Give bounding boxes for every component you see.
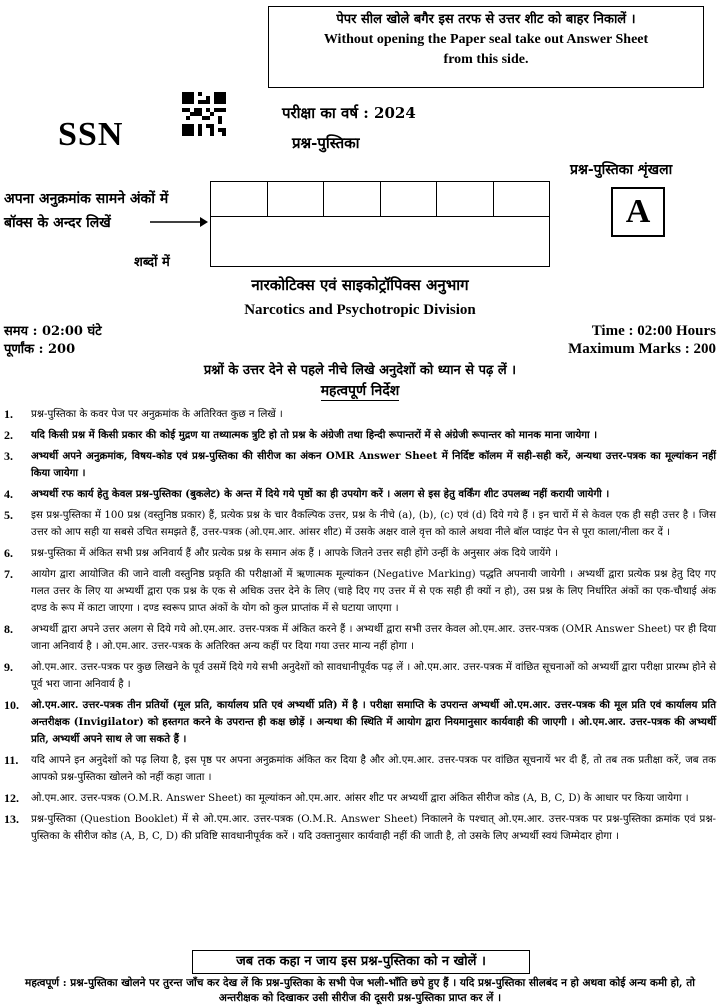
instruction-item [4, 697, 716, 748]
time-marks-hindi [4, 323, 102, 358]
important-footer-note: महत्वपूर्ण : प्रश्न-पुस्तिका खोलने पर तुरन्त जाँच कर देख लें कि प्रश्न-पुस्तिका के सभी पेज भली-भाँति छपे हुए हैं । यदि प्रश्न-पुस्तिका सीलबंद न हो अथवा कोई अन्य कमी हो, तो अन्तरीक्षक को दिखाकर उसी सीरीज की दूसरी प्रश्न-पुस्तिका प्राप्त कर लें । [25, 977, 695, 1004]
instruction-text: अभ्यर्थी रफ कार्य हेतु केवल प्रश्न-पुस्तिका (बुकलेट) के अन्त में दिये गये पृष्ठों का ही उपयोग करें । अलग से इस हेतु वर्किंग शीट उपलब्ध नहीं करायी जायेगी । [31, 488, 610, 500]
instruction-item [4, 448, 716, 482]
roll-digit-box[interactable] [324, 182, 381, 216]
series-label: प्रश्न-पुस्तिका शृंखला [570, 162, 673, 178]
roll-digit-box[interactable] [381, 182, 438, 216]
instruction-number: 10. [4, 698, 19, 712]
instruction-number: 7. [4, 567, 13, 581]
instruction-number: 5. [4, 508, 13, 522]
instruction-item [4, 406, 716, 423]
instruction-text: यदि किसी प्रश्न में किसी प्रकार की कोई मुद्रण या तथ्यात्मक त्रुटि हो तो प्रश्न के अंग्रेजी तथा हिन्दी रूपान्तरों में से अंग्रेजी रूपान्तर को मानक माना जायेगा । [31, 429, 598, 441]
instruction-number: 6. [4, 546, 13, 560]
instruction-number: 1. [4, 407, 13, 421]
series-box: A [611, 187, 665, 237]
instruction-item [4, 811, 716, 845]
marks-english: Maximum Marks : 200 [568, 341, 716, 357]
instruction-text: प्रश्न-पुस्तिका में अंकित सभी प्रश्न अनिवार्य हैं और प्रत्येक प्रश्न के समान अंक हैं । आपके जितने उत्तर सही होंगे उन्हीं के अनुसार अंक दिये जायेंगे । [31, 548, 558, 559]
instruction-text: अभ्यर्थी द्वारा अपने उत्तर अलग से दिये गये ओ.एम.आर. उत्तर-पत्रक में अंकित करने हैं । अभ्यर्थी द्वारा सभी उत्तर केवल ओ.एम.आर. उत्तर-पत्रक (OMR Answer Sheet) पर ही दिया जाना अनिवार्य है । ओ.एम.आर. उत्तर-पत्रक के अतिरिक्त अन्य कहीं पर दिया गया उत्तर मान्य नहीं होगा । [31, 624, 716, 652]
arrow-right-icon [150, 215, 208, 229]
read-instructions-note: प्रश्नों के उत्तर देने से पहले नीचे लिखे अनुदेशों को ध्यान से पढ़ लें । [203, 363, 517, 378]
important-instructions-heading [0, 381, 720, 400]
roll-digit-box[interactable] [494, 182, 550, 216]
instruction-number: 12. [4, 791, 19, 805]
instruction-text: अभ्यर्थी अपने अनुक्रमांक, विषय-कोड एवं प्रश्न-पुस्तिका की सीरीज का अंकन OMR Answer Sheet में निर्दिष्ट कॉलम में सही-सही करें, अन्यथा उत्तर-पत्रक का मूल्यांकन नहीं किया जायेगा । [31, 450, 716, 479]
instruction-item [4, 621, 716, 655]
do-not-open-notice: जब तक कहा न जाय इस प्रश्न-पुस्तिका को न खोलें । [192, 950, 530, 974]
instruction-item [4, 752, 716, 786]
instruction-item [4, 659, 716, 693]
paper-code: SSN [58, 116, 124, 153]
instruction-item [4, 790, 716, 807]
seal-instruction-english-1: Without opening the Paper seal take out Answer Sheet [323, 31, 649, 47]
roll-number-digit-boxes[interactable] [210, 181, 550, 217]
instruction-item [4, 507, 716, 541]
roll-digit-box[interactable] [437, 182, 494, 216]
instruction-item [4, 545, 716, 562]
time-hindi: समय : 02:00 घंटे [4, 324, 102, 339]
roll-digit-box[interactable] [268, 182, 325, 216]
seal-instruction-hindi: पेपर सील खोले बगैर इस तरफ से उत्तर शीट को बाहर निकालें । [336, 12, 636, 27]
division-hindi: नारकोटिक्स एवं साइकोट्रॉपिक्स अनुभाग [251, 276, 469, 294]
instruction-text: आयोग द्वारा आयोजित की जाने वाली वस्तुनिष्ठ प्रकृति की परीक्षाओं में ऋणात्मक मूल्यांकन (Negative Marking) पद्धति अपनायी जायेगी । अभ्यर्थी द्वारा प्रत्येक प्रश्न हेतु दिए गए गलत उत्तर के लिए या अभ्यर्थी द्वारा एक प्रश्न के एक से अधिक उत्तर देने के लिए (चाहे दिए गए उत्तर में से एक सही ही क्यों न हो), उस प्रश्न के लिए निर्धारित अंकों का एक-चौथाई अंक दण्ड के रूप में काटा जाएगा । दण्ड स्वरूप प्राप्त अंकों के योग को कुल प्राप्तांक में से घटाया जाएगा । [31, 569, 716, 614]
instruction-number: 11. [4, 753, 19, 767]
instruction-text: प्रश्न-पुस्तिका के कवर पेज पर अनुक्रमांक के अतिरिक्त कुछ न लिखें । [31, 409, 283, 420]
instruction-number: 8. [4, 622, 13, 636]
instruction-number: 2. [4, 428, 13, 442]
instruction-number: 3. [4, 449, 13, 463]
instruction-text: ओ.एम.आर. उत्तर-पत्रक पर कुछ लिखने के पूर्व उसमें दिये गये सभी अनुदेशों को सावधानीपूर्वक पढ़ लें । ओ.एम.आर. उत्तर-पत्रक में वांछित सूचनाओं को अभ्यर्थी द्वारा परीक्षा प्रारम्भ होने से पूर्व भरा जाना अनिवार्य है । [31, 662, 716, 690]
instruction-item [4, 486, 716, 503]
roll-words-label: शब्दों में [134, 255, 170, 270]
instruction-item [4, 427, 716, 444]
roll-label-line-2: बॉक्स के अन्दर लिखें [4, 214, 111, 231]
exam-year: परीक्षा का वर्ष : 2024 [282, 104, 416, 122]
time-marks-english [568, 322, 716, 358]
instructions-list [4, 406, 716, 849]
instruction-number: 4. [4, 487, 13, 501]
seal-instruction-box [268, 6, 704, 88]
instruction-text: प्रश्न-पुस्तिका (Question Booklet) में से ओ.एम.आर. उत्तर-पत्रक (O.M.R. Answer Sheet) निकालने के पश्चात् ओ.एम.आर. उत्तर-पत्रक पर प्रश्न-पुस्तिका क्रमांक एवं प्रश्न-पुस्तिका के सीरीज कोड (A, B, C, D) की प्रविष्टि सावधानीपूर्वक करें । यदि उक्तानुसार कार्यवाही नहीं की जाती है, तो उसके लिए अभ्यर्थी स्वयं जिम्मेदार होगा । [31, 814, 716, 842]
instruction-item [4, 566, 716, 617]
instruction-number: 9. [4, 660, 13, 674]
instruction-text: यदि आपने इन अनुदेशों को पढ़ लिया है, इस पृष्ठ पर अपना अनुक्रमांक अंकित कर दिया है और ओ.एम.आर. उत्तर-पत्रक पर वांछित सूचनायें भर दी हैं, तो तब तक प्रतीक्षा करें, जब तक आपको प्रश्न-पुस्तिका खोलने को नहीं कहा जाता । [31, 755, 716, 783]
division-english: Narcotics and Psychotropic Division [244, 302, 476, 318]
marks-hindi: पूर्णांक : 200 [4, 341, 76, 357]
roll-number-words-box[interactable] [210, 217, 550, 267]
instruction-text: ओ.एम.आर. उत्तर-पत्रक तीन प्रतियों (मूल प्रति, कार्यालय प्रति एवं अभ्यर्थी प्रति) में है । परीक्षा समाप्ति के उपरान्त अभ्यर्थी ओ.एम.आर. उत्तर-पत्रक की मूल प्रति एवं कार्यालय प्रति अन्तरीक्षक (Invigilator) को हस्तगत करने के उपरान्त ही कक्ष छोड़ें । अन्यथा की स्थिति में आयोग द्वारा नियमानुसार कार्यवाही की जाएगी । ओ.एम.आर. उत्तर-पत्रक की अभ्यर्थी प्रति, अभ्यर्थी अपने साथ ले जा सकते हैं । [31, 699, 716, 745]
important-title-text: महत्वपूर्ण निर्देश [320, 383, 400, 399]
seal-instruction-english-2: from this side. [443, 52, 529, 68]
roll-label-line-1: अपना अनुक्रमांक सामने अंकों में [4, 191, 169, 207]
qr-code [182, 92, 226, 136]
roll-digit-box[interactable] [211, 182, 268, 216]
booklet-title: प्रश्न-पुस्तिका [292, 134, 360, 152]
time-english: Time : 02:00 Hours [591, 323, 716, 339]
instruction-text: ओ.एम.आर. उत्तर-पत्रक (O.M.R. Answer Sheet) का मूल्यांकन ओ.एम.आर. आंसर शीट पर अभ्यर्थी द्वारा अंकित सीरीज कोड (A, B, C, D) के आधार पर किया जायेगा । [31, 793, 689, 804]
instruction-text: इस प्रश्न-पुस्तिका में 100 प्रश्न (वस्तुनिष्ठ प्रकार) हैं, प्रत्येक प्रश्न के चार वैकल्पिक उत्तर, प्रश्न के नीचे (a), (b), (c) एवं (d) दिये गये हैं । इन चारों में से केवल एक ही सही उत्तर है । जिस उत्तर को आप सही या सबसे उचित समझते हैं, उत्तर-पत्रक (ओ.एम.आर. आंसर शीट) में उसके अक्षर वाले वृत्त को काले अथवा नीले बॉल प्वाइंट पेन से पूरा काला/नीला कर दें । [31, 510, 716, 538]
instruction-number: 13. [4, 812, 19, 826]
